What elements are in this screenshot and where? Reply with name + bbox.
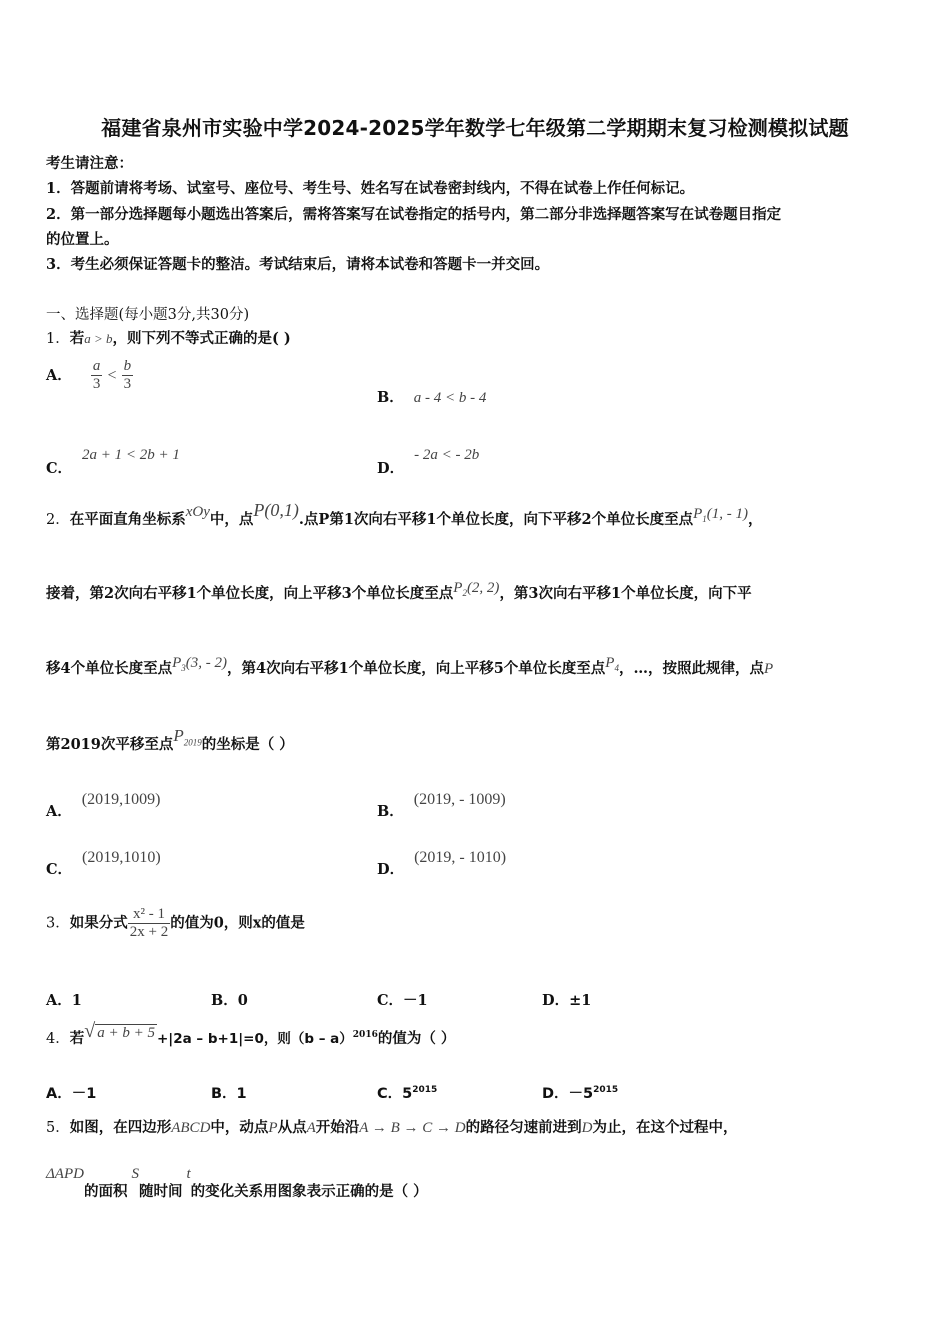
q3-option-d[interactable]: D．±1 [542, 992, 592, 1009]
q1-option-c[interactable]: C．2a + 1 < 2b + 1 [46, 447, 180, 477]
q2-option-a[interactable]: A．(2019,1009) [46, 791, 161, 820]
q3-option-a[interactable]: A．1 [46, 992, 82, 1009]
notice-item-2: 2．第一部分选择题每小题选出答案后，需将答案写在试卷指定的括号内，第二部分非选择题答案写在试卷题目指定 [46, 206, 782, 223]
q3-option-c[interactable]: C．－1 [377, 992, 428, 1009]
notice-heading: 考生请注意： [46, 155, 133, 172]
q2-option-d[interactable]: D．(2019, - 1010) [377, 849, 507, 878]
question-2-line-1: 2．在平面直角坐标系xOy中，点P(0,1).点P第1次向右平移1个单位长度，向下平移2个单位长度至点$P_1(1$, - 1)， [46, 500, 763, 528]
q1-option-d[interactable]: D．- 2a < - 2b [377, 447, 480, 477]
q2-option-b[interactable]: B．(2019, - 1009) [377, 791, 506, 820]
q4-option-c[interactable]: C．$5^{2015}$ [377, 1085, 438, 1102]
section-heading: 一、选择题(每小题3分,共30分) [46, 307, 250, 323]
question-1: 1．若a > b，则下列不等式正确的是( ) [46, 330, 291, 347]
q1-option-a[interactable]: A． $\frac{a}{3}$ < $\frac{b}{3}$ [46, 358, 132, 392]
question-2-line-2: 接着，第2次向右平移1个单位长度，向上平移3个单位长度至点$P_2(2$, 2)，第3次向右平移1个单位长度，向下平 [46, 580, 752, 602]
question-2-line-4: 第2019次平移至点$P_{2019}$的坐标是（ ） [46, 726, 294, 753]
q2-option-c[interactable]: C．(2019,1010) [46, 849, 161, 878]
notice-item-3: 3．考生必须保证答题卡的整洁。考试结束后，请将本试卷和答题卡一并交回。 [46, 256, 550, 273]
notice-item-2-cont: 的位置上。 [46, 231, 119, 248]
page-title: 福建省泉州市实验中学2024-2025学年数学七年级第二学期期末复习检测模拟试题 [101, 116, 849, 140]
question-3: 3．如果分式 $\frac{\text{x² - 1}}{2x + 2}$ 的值为0，则x的值是 [46, 906, 305, 940]
question-5-line-1: 5．如图，在四边形ABCD中，动点P从点A开始沿A → B → C → D的路径匀速前进到D为止，在这个过程中， [46, 1119, 738, 1136]
notice-item-1: 1．答题前请将考场、试室号、座位号、考生号、姓名写在试卷密封线内，不得在试卷上作任何标记。 [46, 180, 695, 197]
question-5-line-2: ΔAPD的面积S随时间t的变化关系用图象表示正确的是（ ） [46, 1166, 428, 1200]
q3-option-b[interactable]: B．0 [211, 992, 248, 1009]
q4-option-d[interactable]: D．$-5^{2015}$ [542, 1085, 619, 1102]
question-4: 4．若√ a + b + 5 +|2a – b+1|=0，则（b – a）$^{2016}$的值为（ ） [46, 1020, 456, 1047]
q1-option-b[interactable]: B． a - 4 < b - 4 [377, 389, 487, 406]
question-2-line-3: 移4个单位长度至点$P_3(3$, - 2)，第4次向右平移1个单位长度，向上平移5个单位长度至点$P_4$，…，按照此规律，点P [46, 655, 774, 677]
q4-option-a[interactable]: A．－1 [46, 1086, 97, 1102]
q4-option-b[interactable]: B．1 [211, 1086, 247, 1102]
